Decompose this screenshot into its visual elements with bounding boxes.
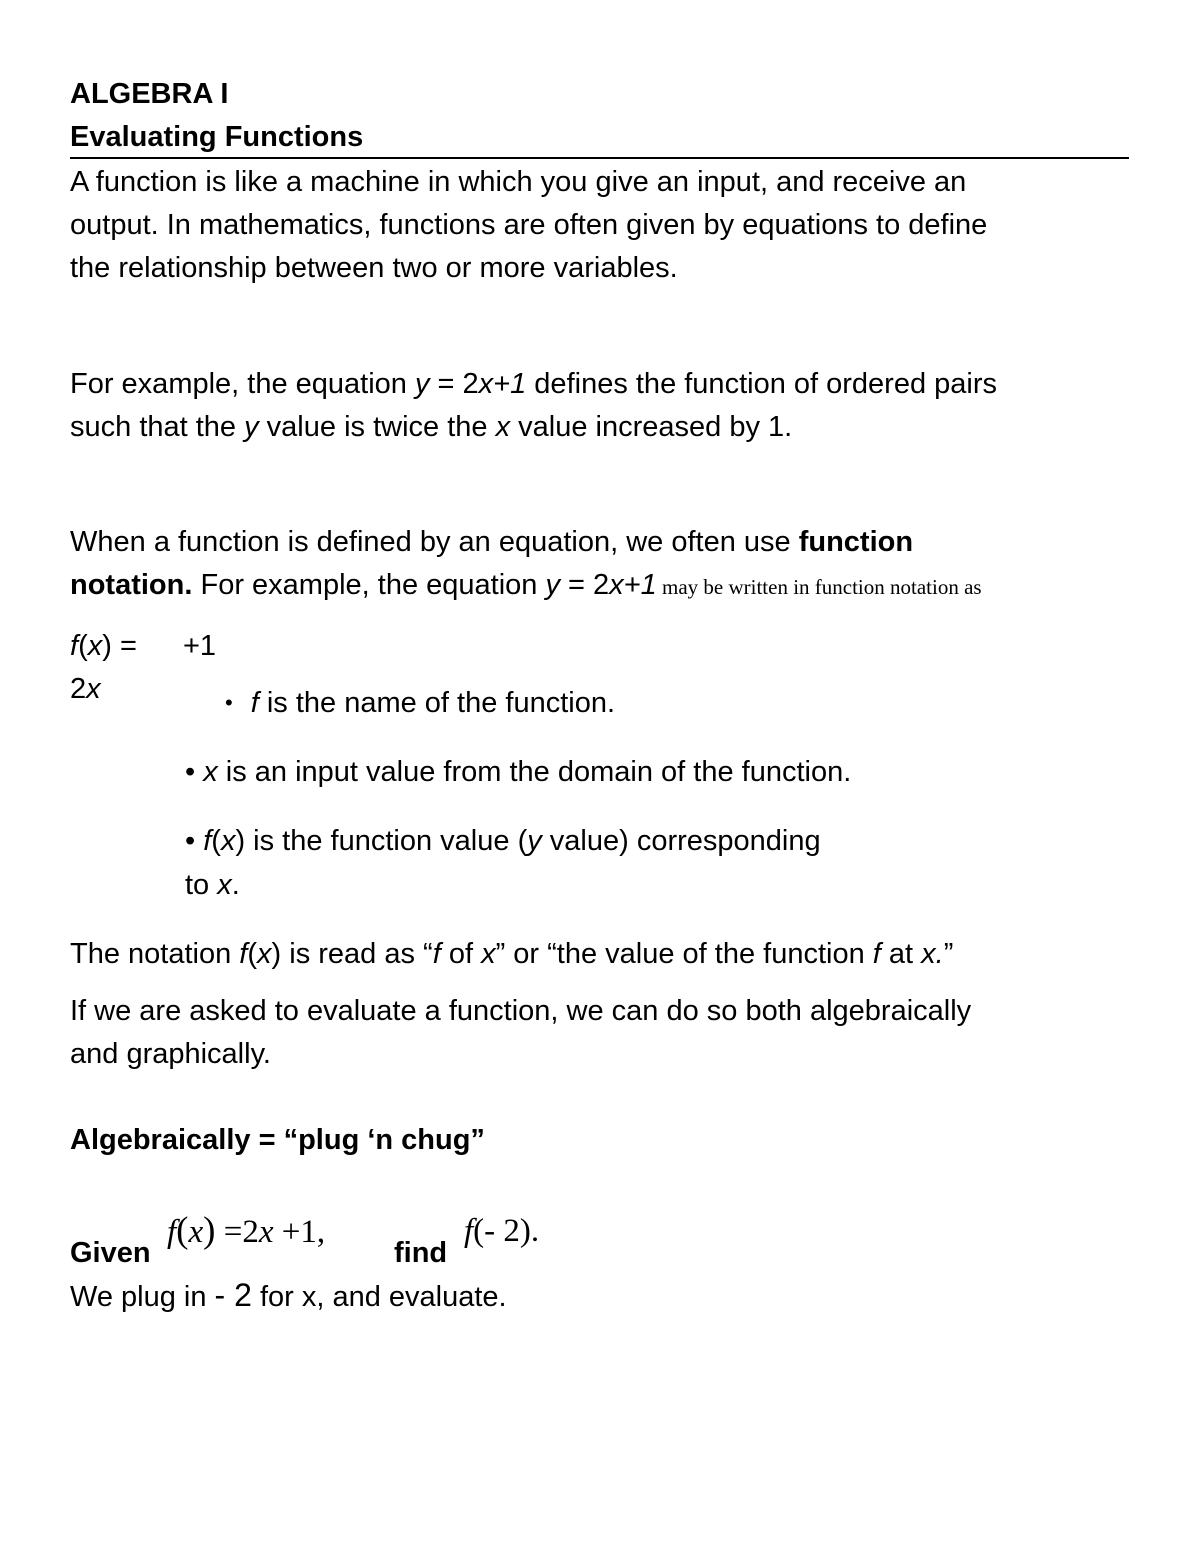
bullet-icon: • xyxy=(185,756,204,788)
intro-line: A function is like a machine in which you give an input, and receive an xyxy=(70,166,967,198)
bullet-item: • f(x) is the function value (y value) corresponding to x. xyxy=(185,825,821,901)
find-expression: f(- 2). xyxy=(464,1213,540,1249)
algebraic-heading: Algebraically = “plug ‘n chug” xyxy=(70,1124,485,1156)
bullet-item: • x is an input value from the domain of the function. xyxy=(185,756,852,788)
evaluate-line: If we are asked to evaluate a function, we can do so both algebraically xyxy=(70,995,972,1027)
function-notation-plus-one: +1 xyxy=(183,630,217,662)
function-notation-fx: f(x) = xyxy=(70,630,137,662)
given-expression: f(x) =2x +1, xyxy=(167,1210,326,1251)
evaluate-line: and graphically. xyxy=(70,1038,271,1070)
bullet-icon: • xyxy=(225,690,233,715)
plug-in-sentence: We plug in - 2 for x, and evaluate. xyxy=(70,1277,507,1313)
evaluate-paragraph xyxy=(70,990,971,1076)
bullet-item: • f is the name of the function. xyxy=(225,681,615,725)
example-line-1: For example, the equation y = 2x+1 defines the function of ordered pairs xyxy=(70,368,997,400)
intro-paragraph xyxy=(70,161,987,290)
notation-paragraph xyxy=(70,521,982,609)
read-as-sentence: The notation f(x) is read as “f of x” or “the value of the function f at x.” xyxy=(70,938,954,970)
given-label: Given xyxy=(70,1237,151,1269)
function-notation-2x: 2x xyxy=(70,673,101,705)
notation-line-2: notation. For example, the equation y = 2x+1 may be written in function notation as xyxy=(70,569,982,601)
title-underline xyxy=(70,157,1129,159)
example-line-2: such that the y value is twice the x value increased by 1. xyxy=(70,411,793,443)
bullet-icon: • xyxy=(185,825,204,857)
example-paragraph xyxy=(70,363,997,449)
notation-line-1: When a function is defined by an equation, we often use function xyxy=(70,526,914,558)
course-heading: ALGEBRA I xyxy=(70,78,229,110)
page-title: Evaluating Functions xyxy=(70,121,364,153)
intro-line: output. In mathematics, functions are often given by equations to define xyxy=(70,209,988,241)
intro-line: the relationship between two or more variables. xyxy=(70,252,678,284)
plug-value: - 2 xyxy=(214,1277,252,1313)
find-label: find xyxy=(394,1237,448,1269)
